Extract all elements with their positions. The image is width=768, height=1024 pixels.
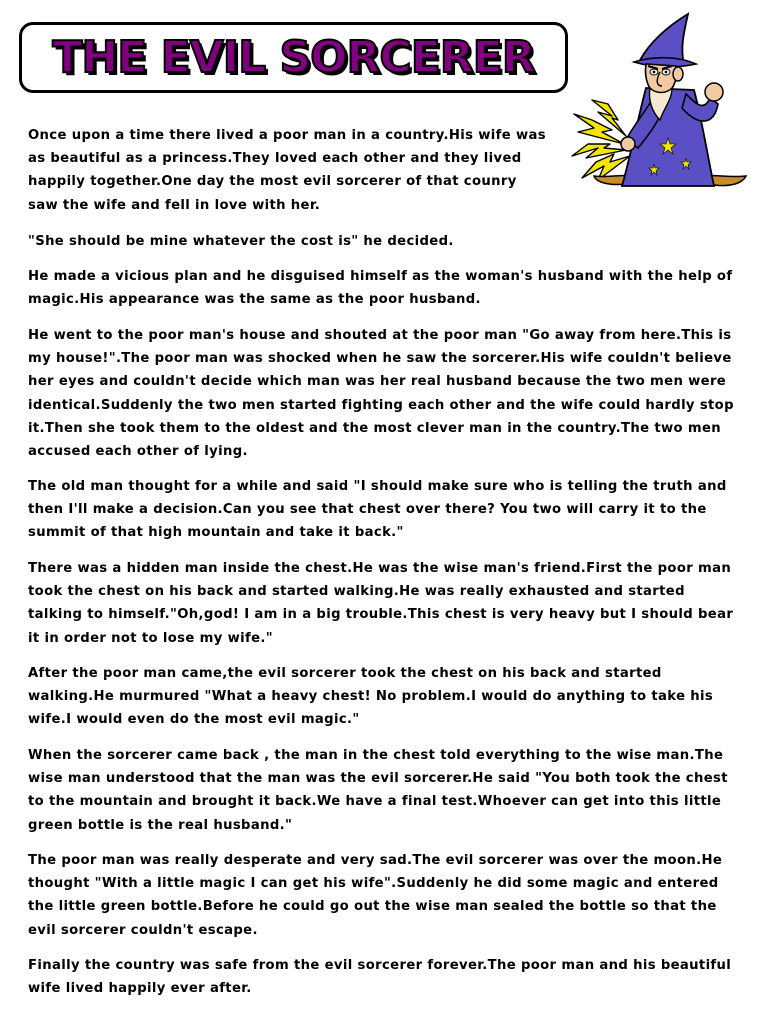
story-title: THE EVIL SORCERER <box>52 32 535 83</box>
story-paragraph-5: The old man thought for a while and said "I should make sure who is telling the truth and then I'll make a decision.Can you see that chest over there? You two will carry it to the summit of that high mountain and take it back." <box>28 479 727 541</box>
story-paragraph-2: "She should be mine whatever the cost is" he decided. <box>28 234 454 249</box>
title-box <box>19 22 568 93</box>
story-paragraph-3: He made a vicious plan and he disguised himself as the woman's husband with the help of magic.His appearance was the same as the poor husband. <box>28 269 733 308</box>
story-paragraph-1: Once upon a time there lived a poor man in a country.His wife was as beautiful as a princess.They loved each other and they lived happily together.One day the most evil sorcerer of that counry saw the wife and fell in love with her. <box>28 128 546 213</box>
story-paragraph-10: Finally the country was safe from the evil sorcerer forever.The poor man and his beautiful wife lived happily ever after. <box>28 958 732 997</box>
story-paragraph-8: When the sorcerer came back , the man in the chest told everything to the wise man.The wise man understood that the man was the evil sorcerer.He said "You both took the chest to the mountain and brought it back.We have a final test.Whoever can get into this little green bottle is the real husband." <box>28 748 728 833</box>
story-paragraph-7: After the poor man came,the evil sorcerer took the chest on his back and started walking.He murmured "What a heavy chest! No problem.I would do anything to take his wife.I would even do the most evil magic." <box>28 666 714 728</box>
story-paragraph-9: The poor man was really desperate and very sad.The evil sorcerer was over the moon.He thought "With a little magic I can get his wife".Suddenly he did some magic and entered the little green bottle.Before he could go out the wise man sealed the bottle so that the evil sorcerer couldn't escape. <box>28 853 723 938</box>
story-paragraph-6: There was a hidden man inside the chest.He was the wise man's friend.First the poor man took the chest on his back and started walking.He was really exhausted and started talking to himself."Oh,god! I am in a big trouble.This chest is very heavy but I should bear it in order not to lose my wife." <box>28 561 734 646</box>
wizard-casting-lightning-icon <box>568 8 752 198</box>
story-paragraph-4: He went to the poor man's house and shouted at the poor man "Go away from here.This is my house!".The poor man was shocked when he saw the sorcerer.His wife couldn't believe her eyes and couldn't decide which man was her real husband because the two men were identical.Suddenly the two men started fighting each other and the wife could hardly stop it.Then she took them to the oldest and the most clever man in the country.The two men accused each other of lying. <box>28 328 734 460</box>
